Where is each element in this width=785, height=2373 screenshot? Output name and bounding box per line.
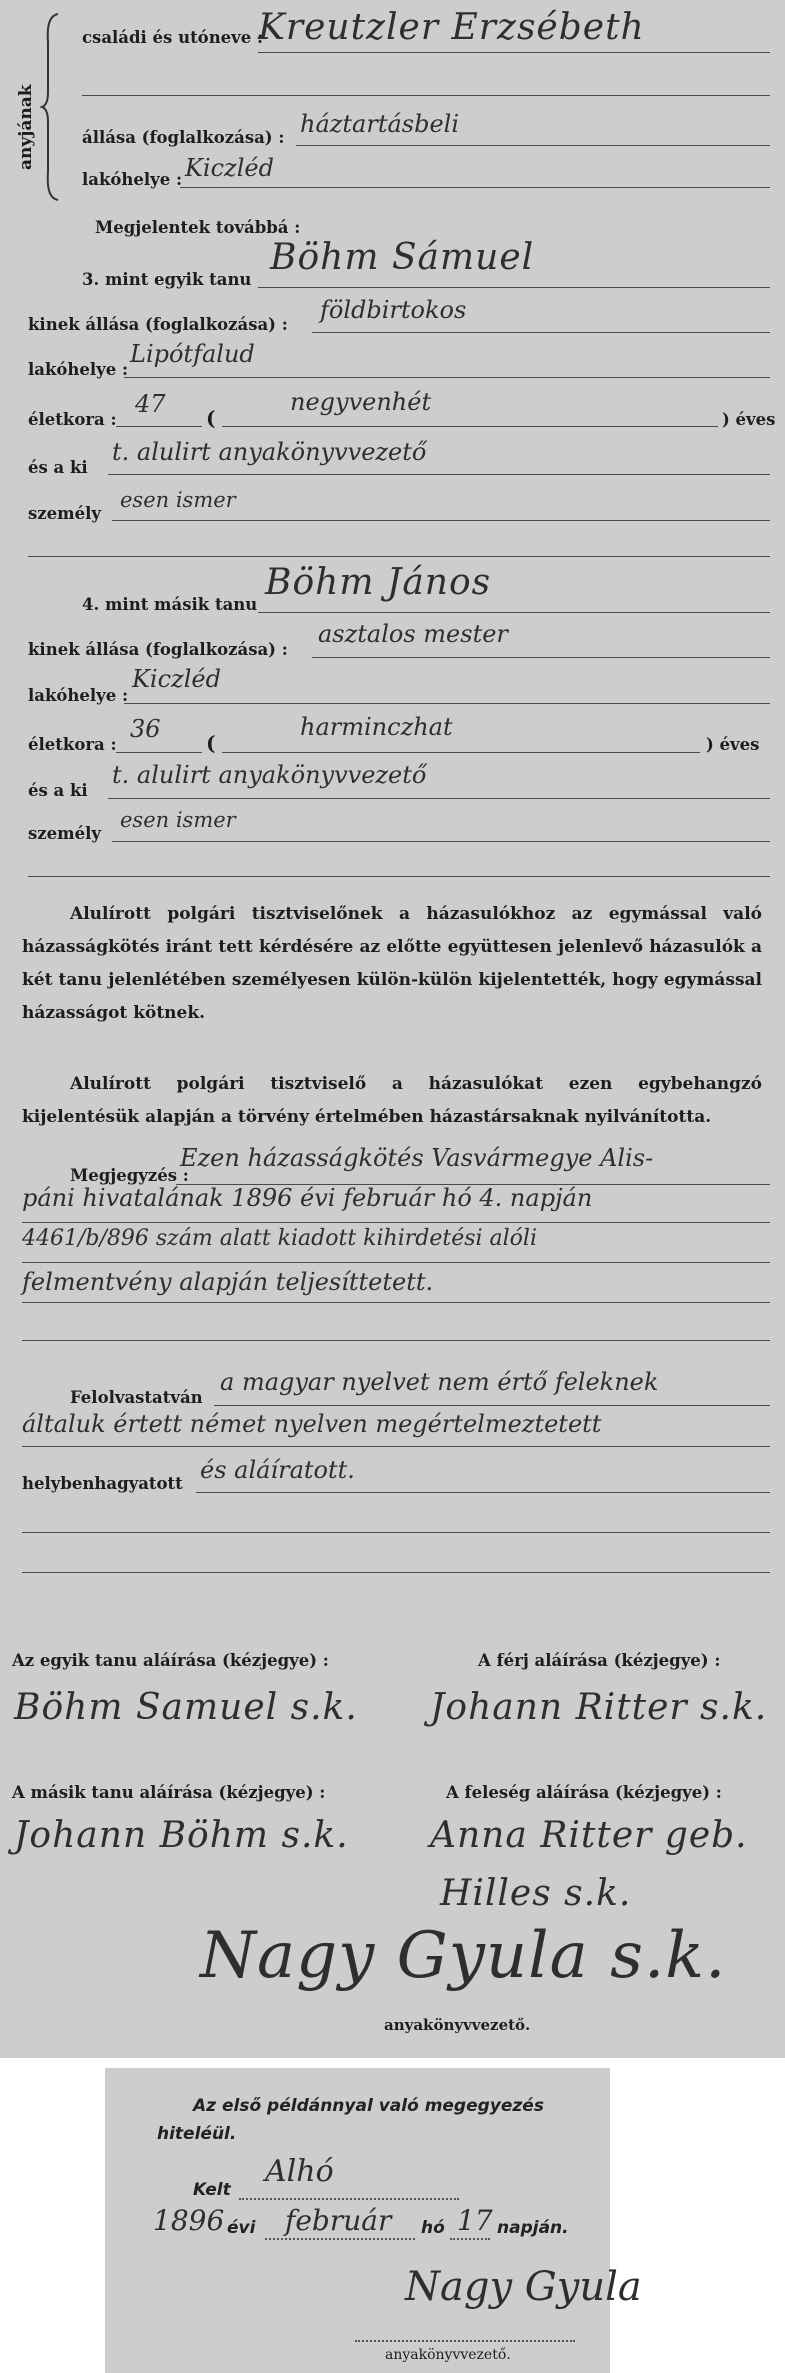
rule [124,377,770,378]
witness1-occupation-label: kinek állása (foglalkozása) : [28,315,288,334]
witness1-signature-label: Az egyik tanu aláírása (kézjegye) : [12,1651,329,1670]
rule [222,426,718,427]
note-line-3: 4461/b/896 szám alatt kiadott kihirdetési alóli [22,1226,538,1251]
rule [22,1302,770,1303]
witness2-residence-value: Kiczléd [132,665,221,693]
paragraph-declaration: Alulírott polgári tisztviselőnek a házasulókhoz az egymással való házasságkötés iránt tett kérdésére az előtte együttesen jelenlevő házasulók a két tanu jelenlétében személyesen külön-külön kijelentették, hogy egymással házasságot kötnek. [22,904,762,1023]
rule [108,798,770,799]
appeared-label: Megjelentek továbbá : [95,218,301,237]
rule [22,1532,770,1533]
note-line-1: Ezen házasságkötés Vasvármegye Alis- [180,1144,654,1172]
witness2-name-value: Böhm János [265,562,492,603]
witness2-and-value: t. alulirt anyakönyvvezető [112,761,427,789]
year-label: évi [227,2218,256,2238]
witness2-intro-label: 4. mint másik tanu [82,595,258,614]
witness1-person-label: személy [28,504,101,523]
witness1-name-value: Böhm Sámuel [270,237,535,278]
witness1-age-words: negyvenhét [290,388,432,416]
rule [296,145,770,146]
certification-registrar-label: anyakönyvvezető. [385,2347,511,2363]
rule [258,52,770,53]
kelt-label: Kelt [193,2180,231,2200]
witness2-age-close: ) éves [706,735,760,754]
note-label: Megjegyzés : [70,1166,189,1185]
paragraph-pronouncement: Alulírott polgári tisztviselő a házasulókat ezen egybehangzó kijelentésük alapján a törvény értelmében házastársaknak nyilvánította. [22,1074,762,1127]
husband-signature-label: A férj aláírása (kézjegye) : [478,1651,721,1670]
witness1-and-value: t. alulirt anyakönyvvezető [112,438,427,466]
witness1-age-open: ( [206,406,216,430]
rule [124,703,770,704]
husband-signature-value: Johann Ritter s.k. [430,1687,768,1728]
rule [258,287,770,288]
witness2-age-open: ( [206,731,216,755]
rule [112,841,770,842]
witness1-signature-value: Böhm Samuel s.k. [14,1687,358,1728]
mother-residence-label: lakóhelye : [82,170,183,189]
certification-signature: Nagy Gyula [405,2264,642,2310]
mother-residence-value: Kiczléd [185,154,274,182]
registrar-signature-value: Nagy Gyula s.k. [200,1919,727,1993]
rule [82,95,770,96]
witness1-intro-label: 3. mint egyik tanu [82,270,252,289]
witness1-occupation-value: földbirtokos [320,296,467,324]
witness2-occupation-value: asztalos mester [318,620,508,648]
witness2-age-words: harminczhat [300,713,453,741]
witness1-age-close: ) éves [722,410,776,429]
rule [214,1405,770,1406]
witness2-person-label: személy [28,824,101,843]
rule [196,1492,770,1493]
side-label: anyjának [16,84,36,170]
witness2-residence-label: lakóhelye : [28,686,129,705]
rule [28,876,770,877]
wife-signature-label: A feleség aláírása (kézjegye) : [446,1783,722,1802]
mother-occupation-label: állása (foglalkozása) : [82,128,285,147]
rule [222,752,700,753]
kelt-value: Alhó [265,2154,334,2189]
day-label: napján. [497,2218,569,2238]
approved-value: és aláíratott. [200,1456,355,1484]
rule [116,426,202,427]
witness1-person-value: esen ismer [120,488,236,512]
rule [355,2340,575,2342]
witness2-signature-value: Johann Böhm s.k. [14,1815,349,1856]
witness1-and-label: és a ki [28,458,88,477]
witness1-residence-value: Lipótfalud [130,340,255,368]
mother-name-value: Kreutzler Erzsébeth [258,7,645,48]
certification-line-1: Az első példánnyal való megegyezés [193,2096,544,2116]
reading-label: Felolvastatván [70,1388,203,1407]
rule [22,1572,770,1573]
witness1-residence-label: lakóhelye : [28,360,129,379]
witness2-age-label: életkora : [28,735,117,754]
rule [112,520,770,521]
certification-line-2: hiteléül. [157,2124,237,2144]
brace-icon [40,12,62,202]
reading-line-1: a magyar nyelvet nem értő feleknek [220,1368,659,1396]
wife-signature-line-1: Anna Ritter geb. [430,1815,748,1856]
rule [265,2238,415,2240]
rule [239,2198,459,2200]
rule [22,1446,770,1447]
rule [116,752,202,753]
rule [312,657,770,658]
witness1-age-number: 47 [135,390,166,418]
wife-signature-line-2: Hilles s.k. [440,1873,632,1914]
year-value: 1896 [153,2204,225,2237]
rule [22,1340,770,1341]
day-value: 17 [457,2204,493,2237]
rule [312,332,770,333]
month-label: hó [421,2218,445,2238]
rule [22,1262,770,1263]
certification-stamp [105,2068,642,2373]
rule [258,612,770,613]
registrar-label: anyakönyvvezető. [384,2016,531,2034]
mother-occupation-value: háztartásbeli [300,110,460,138]
rule [28,556,770,557]
rule [180,187,770,188]
rule [22,1222,770,1223]
month-value: február [285,2204,392,2237]
reading-line-2: általuk értett német nyelven megértelmeztetett [22,1410,602,1438]
rule [450,2238,490,2240]
witness2-age-number: 36 [130,715,161,743]
note-line-4: felmentvény alapján teljesíttetett. [22,1268,434,1296]
mother-name-label: családi és utóneve : [82,28,264,47]
witness1-age-label: életkora : [28,410,117,429]
witness2-occupation-label: kinek állása (foglalkozása) : [28,640,288,659]
witness2-person-value: esen ismer [120,808,236,832]
rule [108,474,770,475]
approved-label: helybenhagyatott [22,1474,183,1493]
witness2-and-label: és a ki [28,781,88,800]
note-line-2: páni hivatalának 1896 évi február hó 4. napján [22,1184,593,1212]
witness2-signature-label: A másik tanu aláírása (kézjegye) : [12,1783,326,1802]
